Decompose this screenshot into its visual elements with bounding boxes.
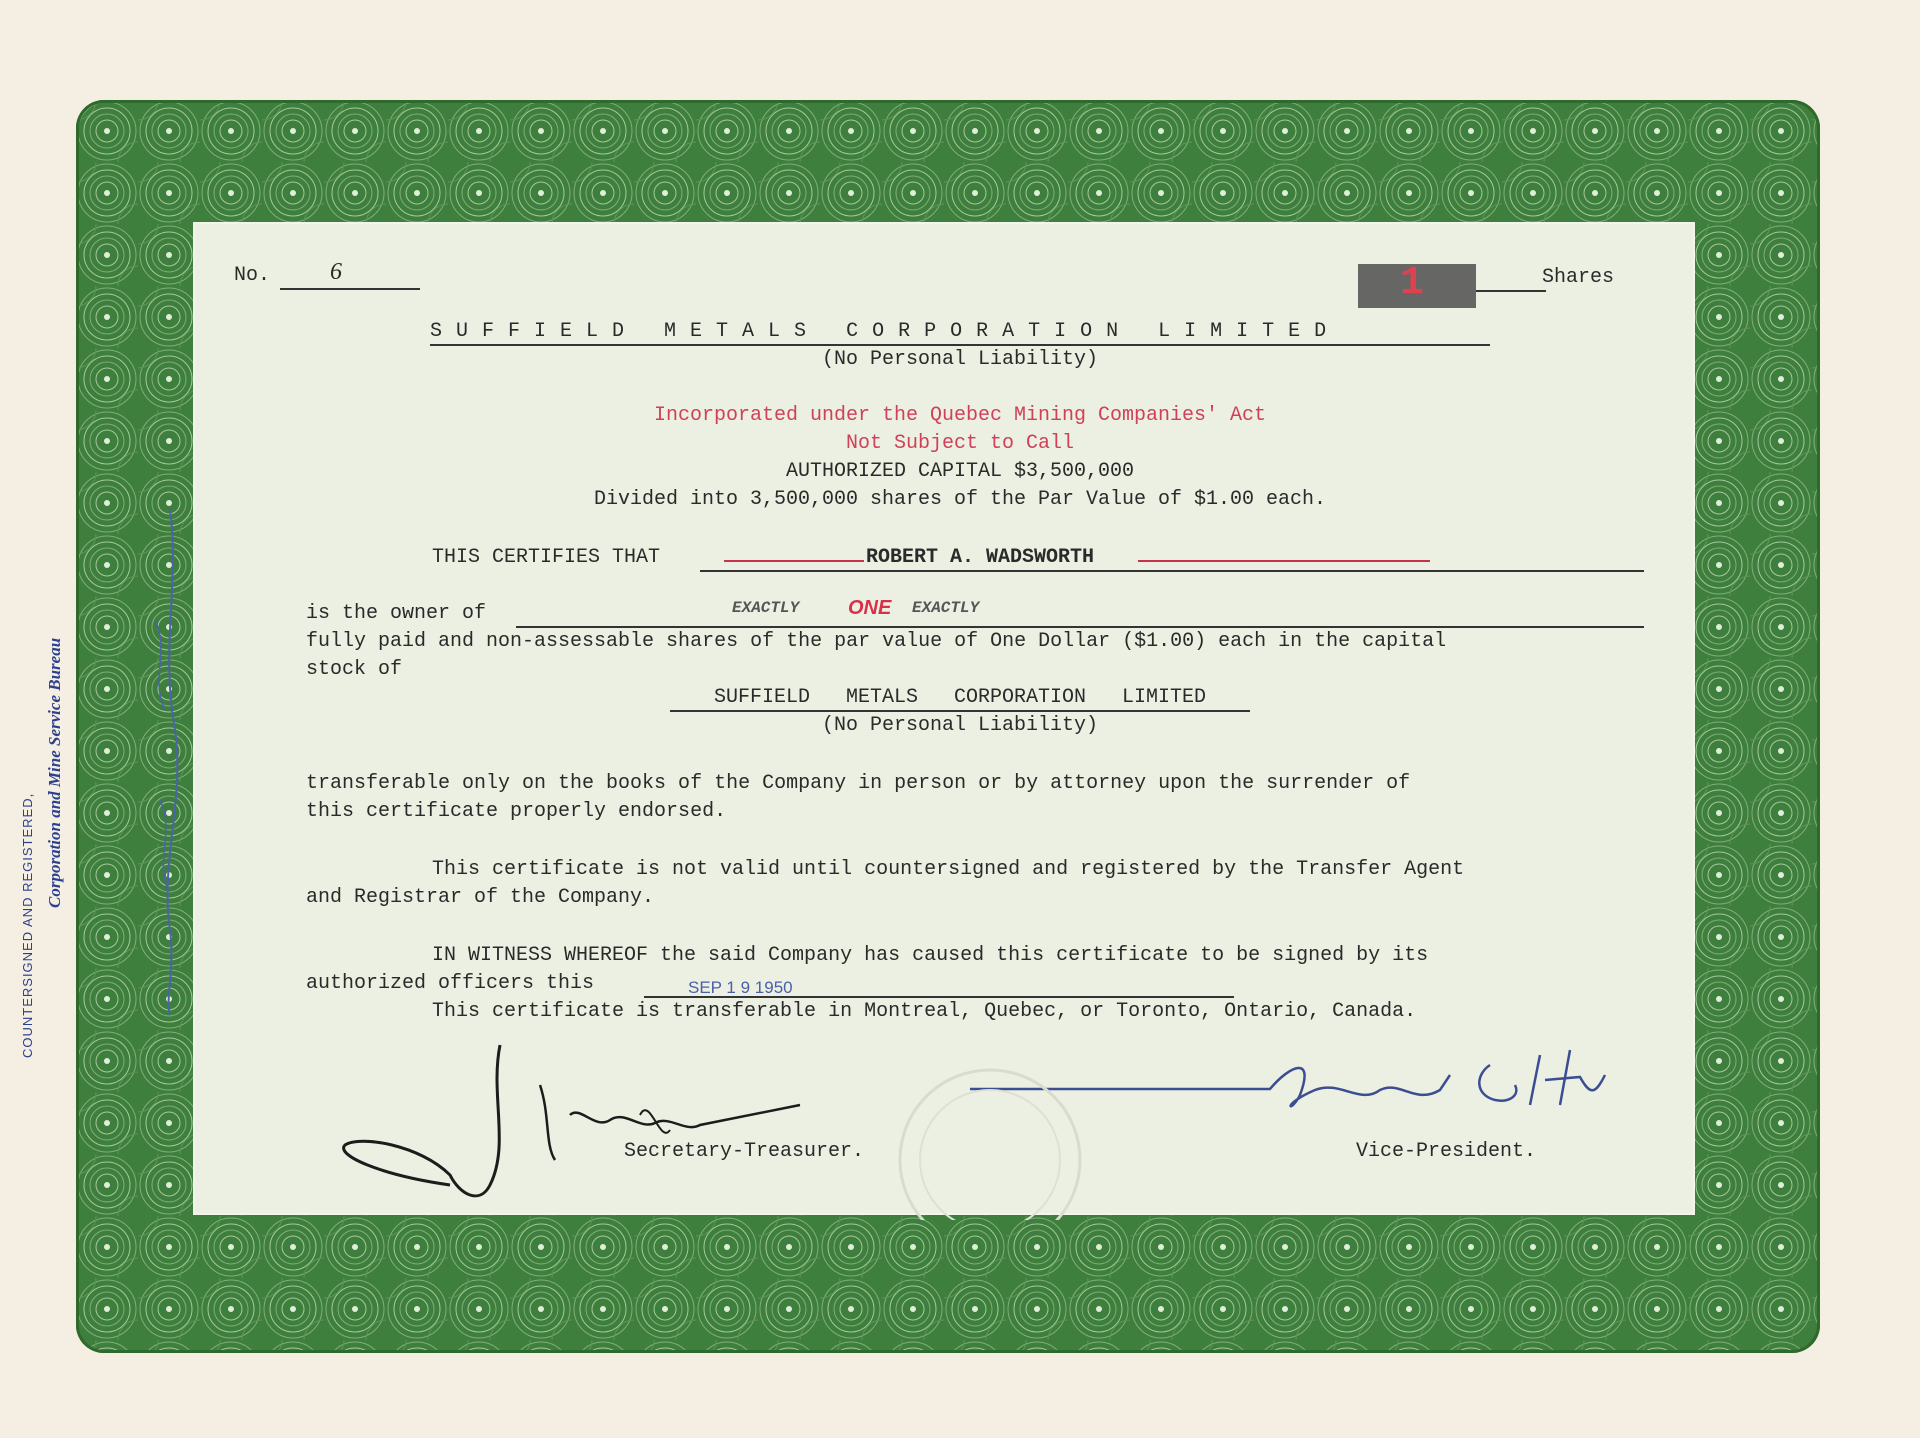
- share-count-words: ONE: [848, 597, 892, 619]
- countersigned-text: COUNTERSIGNED AND REGISTERED,: [20, 792, 35, 1058]
- incorporation-text: Incorporated under the Quebec Mining Companies' Act: [653, 404, 1267, 427]
- liability-note: (No Personal Liability): [821, 348, 1099, 371]
- transfer-line-1: transferable only on the books of the Company in person or by attorney upon the surrender of: [306, 772, 1411, 795]
- divided-text: Divided into 3,500,000 shares of the Par Value of $1.00 each.: [593, 488, 1327, 511]
- certificate-number: 6: [330, 259, 342, 285]
- number-label: No.: [234, 264, 271, 287]
- call-notice: Not Subject to Call: [845, 432, 1075, 455]
- corporate-seal-embossed: [860, 1060, 1120, 1220]
- valid-line-1: This certificate is not valid until countersigned and registered by the Transfer Agent: [432, 858, 1465, 881]
- shares-words-line: [516, 626, 1644, 628]
- share-prefix: EXACTLY: [732, 599, 800, 617]
- witness-line-1: IN WITNESS WHEREOF the said Company has caused this certificate to be signed by its: [432, 944, 1429, 967]
- owner-redline-left: [724, 560, 864, 562]
- witness-line-2: authorized officers this: [306, 972, 595, 995]
- transfer-line-2: this certificate properly endorsed.: [306, 800, 727, 823]
- liability-note-2: (No Personal Liability): [821, 714, 1099, 737]
- owner-redline-right: [1138, 560, 1430, 562]
- secretary-title: Secretary-Treasurer.: [624, 1140, 865, 1163]
- vp-title: Vice-President.: [1356, 1140, 1537, 1163]
- date-stamp: SEP 1 9 1950: [688, 978, 793, 997]
- body-line-1: fully paid and non-assessable shares of the par value of One Dollar ($1.00) each in the capital: [306, 630, 1447, 653]
- transferable-line: This certificate is transferable in Montreal, Quebec, or Toronto, Ontario, Canada.: [432, 1000, 1417, 1023]
- shares-line: [1476, 290, 1546, 292]
- shares-stamp: 1: [1400, 261, 1425, 306]
- secretary-signature: [340, 1035, 900, 1215]
- countersign-stamp: [20, 638, 65, 1058]
- owner-name: ROBERT A. WADSWORTH: [866, 546, 1095, 569]
- countersign-signature: [140, 500, 200, 1020]
- agent-name: Corporation and Mine Service Bureau: [45, 637, 64, 908]
- shares-label: Shares: [1542, 266, 1615, 289]
- owner-line: [700, 570, 1644, 572]
- certifies-label: THIS CERTIFIES THAT: [432, 546, 661, 569]
- authorized-capital: AUTHORIZED CAPITAL $3,500,000: [785, 460, 1135, 483]
- body-line-2: stock of: [306, 658, 403, 681]
- owner-of-label: is the owner of: [306, 602, 487, 625]
- valid-line-2: and Registrar of the Company.: [306, 886, 655, 909]
- share-suffix: EXACTLY: [912, 599, 980, 617]
- number-line: [280, 288, 420, 290]
- company-title: S U F F I E L D M E T A L S C O R P O R A T I O N L I M I T E D: [430, 320, 1490, 346]
- company-name-2: SUFFIELD METALS CORPORATION LIMITED: [670, 686, 1250, 712]
